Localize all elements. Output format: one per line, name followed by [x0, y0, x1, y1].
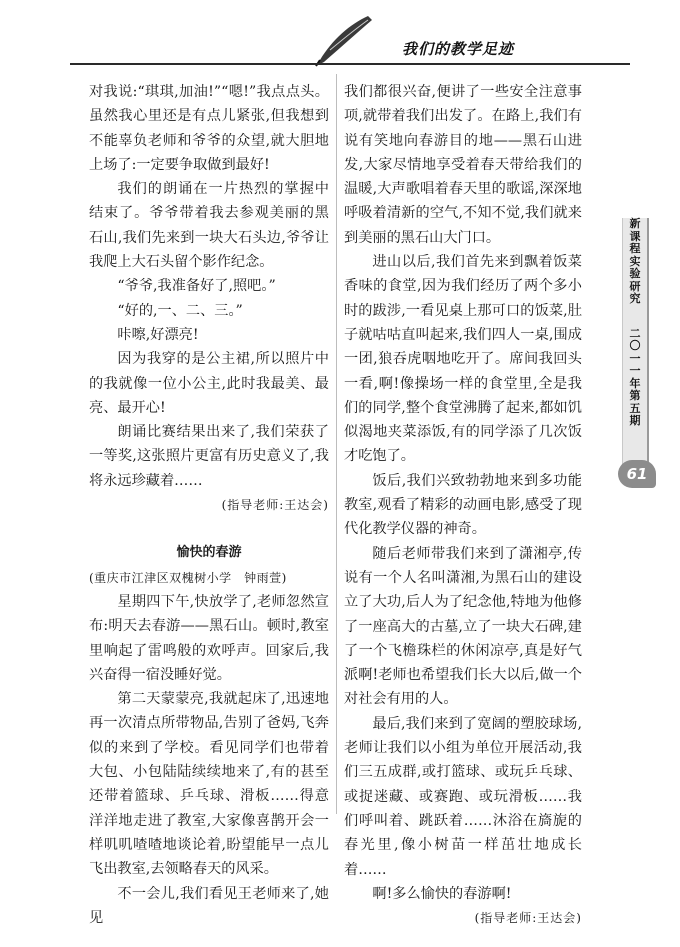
paragraph: 饭后,我们兴致勃勃地来到多功能教室,观看了精彩的动画电影,感受了现代化教学仪器的神奇。 — [344, 472, 582, 538]
paragraph: “好的,一、二、三。” — [117, 302, 243, 319]
advisor-signature: (指导老师:王达会) — [221, 498, 329, 513]
paragraph: 因为我穿的是公主裙,所以照片中的我就像一位小公主,此时我最美、最亮、最开心! — [89, 351, 329, 416]
paragraph: 星期四下午,快放学了,老师忽然宣布:明天去春游——黑石山。顿时,教室里响起了雷鸣般的欢呼声。回家后,我兴奋得一宿没睡好觉。 — [89, 593, 329, 683]
paragraph: 我们都很兴奋,便讲了一些安全注意事项,就带着我们出发了。在路上,我们有说有笑地向春游目的地——黑石山进发,大家尽情地享受着春天带给我们的温暖,大声歌唱着春天里的歌谣,深深地呼吸着清新的空气,不知不觉,我们就来到美丽的黑石山大门口。 — [344, 84, 582, 246]
journal-name-char: 究 — [629, 292, 641, 305]
issue-char: 一 — [629, 351, 641, 365]
paragraph: 最后,我们来到了宽阔的塑胶球场,老师让我们以小组为单位开展活动,我们三五成群,或打篮球、或玩乒乓球、或捉迷藏、或赛跑、或玩滑板……我们呼叫着、跳跃着……沐浴在旖旎的春光里,像小树苗一样茁壮地成长着…… — [344, 715, 582, 878]
issue-char: 二 — [629, 326, 641, 340]
paragraph: 进山以后,我们首先来到飘着饭菜香味的食堂,因为我们经历了两个多小时的跋涉,一看见桌上那可口的饭菜,肚子就咕咕直叫起来,我们四人一桌,围成一团,狼吞虎咽地吃开了。席间我回头一看,啊!像操场一样的食堂里,全是我们的同学,整个食堂沸腾了起来,都如饥似渴地夹菜添饭,有的同学添了几次饭才吃饱了。 — [344, 254, 582, 465]
paragraph: 我们的朗诵在一片热烈的掌握中结束了。爷爷带着我去参观美丽的黑石山,我们先来到一块大石头边,爷爷让我爬上大石头留个影作纪念。 — [89, 181, 329, 271]
issue-char: 五 — [629, 401, 641, 415]
journal-name-char: 新 — [629, 217, 641, 230]
advisor-signature: (指导老师:王达会) — [474, 911, 582, 926]
journal-name-char: 程 — [629, 242, 641, 255]
feather-pen-icon — [280, 14, 400, 68]
issue-char: 一 — [629, 364, 641, 377]
article-byline: (重庆市江津区双槐树小学 钟雨萱) — [89, 570, 287, 585]
right-column — [344, 80, 582, 930]
issue-char: 第 — [629, 389, 641, 402]
issue-char: 年 — [629, 376, 641, 390]
page-number: 61 — [618, 460, 656, 488]
paragraph: 朗诵比赛结果出来了,我们荣获了一等奖,这张照片更富有历史意义了,我将永远珍藏着…… — [89, 424, 329, 489]
page-header — [70, 0, 630, 74]
issue-char: 期 — [629, 414, 641, 427]
issue-char: 〇 — [629, 339, 641, 352]
journal-name-char: 研 — [629, 279, 641, 293]
journal-name-char: 验 — [629, 267, 641, 280]
paragraph: 对我说:“琪琪,加油!”“嗯!”我点点头。虽然我心里还是有点儿紧张,但我想到不能辜负老师和爷爷的众望,就大胆地上场了:一定要争取做到最好! — [89, 84, 329, 173]
journal-name-char: 课 — [629, 229, 641, 243]
journal-side-tab — [622, 218, 647, 476]
paragraph: 不一会儿,我们看见王老师来了,她见 — [89, 885, 329, 926]
left-column — [89, 80, 329, 930]
article-title: 愉快的春游 — [176, 545, 242, 561]
column-divider — [336, 74, 337, 814]
journal-name-char: 实 — [629, 254, 641, 268]
paragraph: 第二天蒙蒙亮,我就起床了,迅速地再一次清点所带物品,告别了爸妈,飞奔似的来到了学校。看见同学们也带着大包、小包陆陆续续地来了,有的甚至还带着篮球、乒乓球、滑板……得意洋洋地走进了教室,大家像喜鹊开会一样叽叽喳喳地谈论着,盼望能早一点儿飞出教室,去领略春天的风采。 — [89, 691, 329, 878]
paragraph: 咔嚓,好漂亮! — [117, 326, 199, 343]
section-title: 我们的教学足迹 — [402, 40, 515, 58]
paragraph: 随后老师带我们来到了潇湘亭,传说有一个人名叫潇湘,为黑石山的建设立了大功,后人为了纪念他,特地为他修了一座高大的古墓,立了一块大石碑,建了一个飞檐珠栏的休闲凉亭,真是好气派啊!老师也希望我们长大以后,做一个对社会有用的人。 — [344, 545, 582, 708]
header-rule — [70, 63, 630, 65]
paragraph: “爷爷,我准备好了,照吧。” — [117, 278, 276, 295]
paragraph: 啊!多么愉快的春游啊! — [372, 885, 512, 902]
